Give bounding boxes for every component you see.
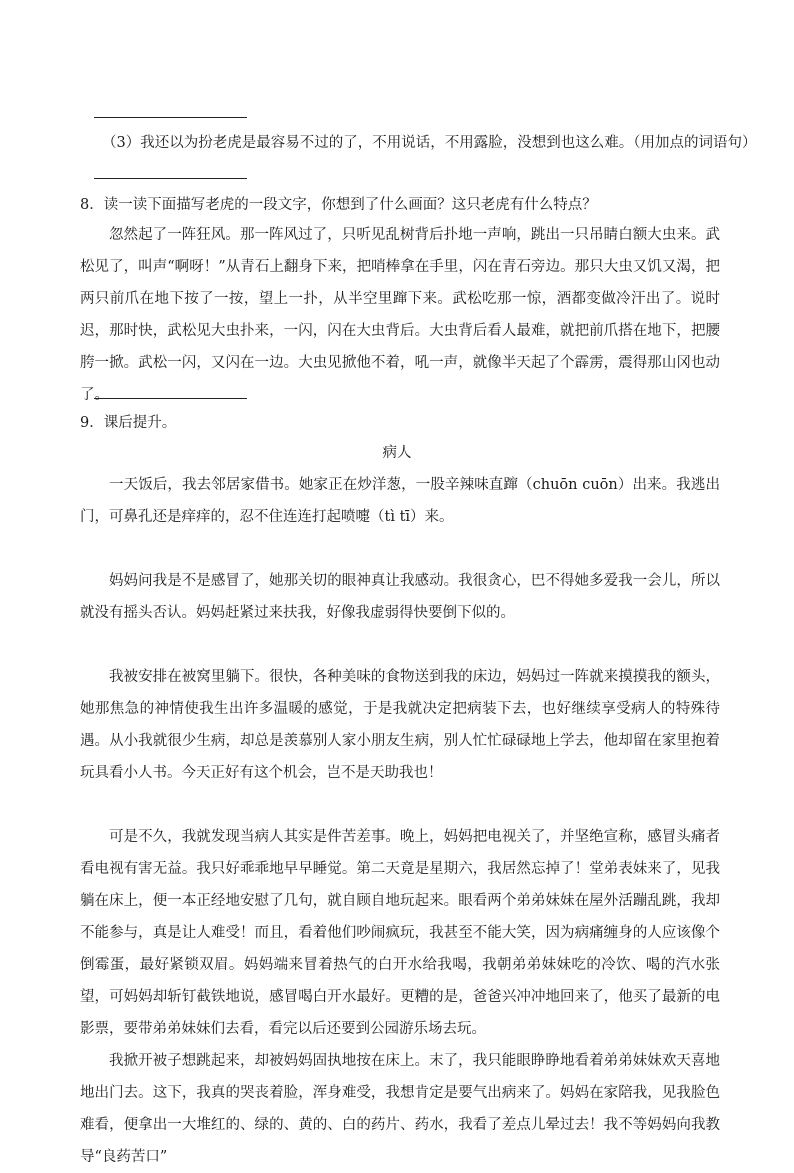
story-title: 病人 [382,445,412,461]
story-paragraph-5: 我掀开被子想跳起来，却被妈妈固执地按在床上。末了，我只能眼睁睁地看着弟弟妹妹欢天喜地地出门去。这下，我真的哭丧着脸，浑身难受，我想肯定是要气出病来了。妈妈在家陪我，见我脸色难看，便拿出一大堆红的、绿的、黄的、白的药片、药水，我看了差点儿晕过去！我不等妈妈向我教导“良药苦口” [80,1053,720,1165]
question-3: （3）我还以为扮老虎是最容易不过的了，不用说话，不用露脸，没想到也这么难。（用加点的词语句） [102,135,757,151]
question-8-prompt: 8．读一读下面描写老虎的一段文字，你想到了什么画面？这只老虎有什么特点？ [80,197,597,213]
answer-blank[interactable] [94,398,247,399]
story-paragraph-2: 妈妈问我是不是感冒了，她那关切的眼神真让我感动。我很贪心，巴不得她多爱我一会儿，所以就没有摇头否认。妈妈赶紧过来扶我，好像我虚弱得快要倒下似的。 [80,573,720,621]
question-8-passage: 忽然起了一阵狂风。那一阵风过了，只听见乱树背后扑地一声响，跳出一只吊睛白额大虫来。武松见了，叫声“啊呀！”从青石上翻身下来，把哨棒拿在手里，闪在青石旁边。那只大虫又饥又渴，把两只前爪在地下按了一按，望上一扑，从半空里蹿下来。武松吃那一惊，酒都变做冷汗出了。说时迟，那时快，武松见大虫扑来，一闪，闪在大虫背后。大虫背后看人最难，就把前爪搭在地下，把腰胯一掀。武松一闪，又闪在一边。大虫见掀他不着，吼一声，就像半天起了个霹雳，震得那山冈也动了。 [80,227,720,403]
story-paragraph-4: 可是不久，我就发现当病人其实是件苦差事。晚上，妈妈把电视关了，并坚绝宣称，感冒头痛者看电视有害无益。我只好乖乖地早早睡觉。第二天竟是星期六，我居然忘掉了！堂弟表妹来了，见我躺在床上，便一本正经地安慰了几句，就自顾自地玩起来。眼看两个弟弟妹妹在屋外活蹦乱跳，我却不能参与，真是让人难受！而且，看着他们吵闹疯玩，我甚至不能大笑，因为病痛缠身的人应该像个倒霉蛋，最好紧锁双眉。妈妈端来冒着热气的白开水给我喝，我朝弟弟妹妹吃的冷饮、喝的汽水张望，可妈妈却斩钉截铁地说，感冒喝白开水最好。更糟的是，爸爸兴冲冲地回来了，他买了最新的电影票，要带弟弟妹妹们去看，看完以后还要到公园游乐场去玩。 [80,829,720,1037]
answer-blank[interactable] [94,178,247,179]
question-9-prompt: 9．课后提升。 [80,415,177,431]
story-paragraph-3: 我被安排在被窝里躺下。很快，各种美味的食物送到我的床边，妈妈过一阵就来摸摸我的额头，她那焦急的神情使我生出许多温暖的感觉，于是我就决定把病装下去，也好继续享受病人的特殊待遇。从小我就很少生病，却总是羡慕别人家小朋友生病，别人忙忙碌碌地上学去，他却留在家里抱着玩具看小人书。今天正好有这个机会，岂不是天助我也！ [80,669,720,781]
story-paragraph-1: 一天饭后，我去邻居家借书。她家正在炒洋葱，一股辛辣味直蹿（chuōn cuōn）出来。我逃出门，可鼻孔还是痒痒的，忍不住连连打起喷嚏（tì tī）来。 [80,477,720,525]
answer-blank[interactable] [94,117,247,118]
